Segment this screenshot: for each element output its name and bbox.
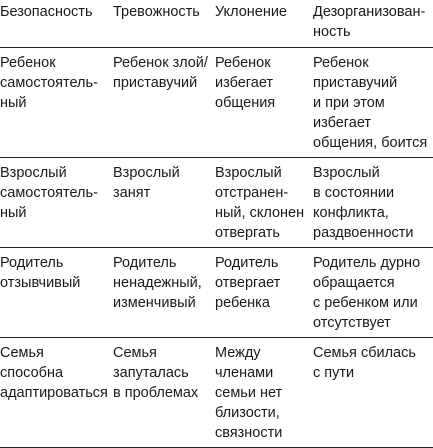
cell-line: ный, склонен <box>215 205 305 221</box>
cell-line: связности <box>215 425 283 441</box>
header-cell-secure <box>0 0 113 48</box>
table-row-family <box>0 338 433 448</box>
header-line: Тревожность <box>113 4 200 20</box>
table-cell <box>215 248 313 338</box>
cell-line: раздвоенности <box>313 225 414 241</box>
cell-line: с пути <box>313 365 355 381</box>
cell-line: Между <box>215 345 261 361</box>
table-row-child <box>0 48 433 158</box>
cell-line: Взрослый <box>113 165 180 181</box>
table-cell <box>215 48 313 158</box>
cell-line: Родитель <box>215 255 279 271</box>
header-cell-disorganized <box>313 0 433 48</box>
cell-line: и при этом <box>313 95 385 111</box>
cell-line: адаптироваться <box>0 385 108 401</box>
cell-line: обращается <box>313 275 395 291</box>
cell-line: приставучий <box>113 75 198 91</box>
cell-line: Ребенок злой/ <box>113 55 208 71</box>
cell-line: Родитель дурно <box>313 255 421 271</box>
cell-line: Ребенок <box>0 55 56 71</box>
table-cell <box>215 158 313 248</box>
cell-line: ребенка <box>215 295 270 311</box>
table-cell <box>313 158 433 248</box>
cell-line: Родитель <box>113 255 177 271</box>
cell-line: Семья сбилась <box>313 345 416 361</box>
cell-line: Ребенок <box>215 55 271 71</box>
cell-line: Взрослый <box>215 165 282 181</box>
cell-line: ненадежный, <box>113 275 202 291</box>
cell-line: в проблемах <box>113 385 199 401</box>
cell-line: общения, боится <box>313 135 428 151</box>
cell-line: избегает <box>313 115 372 131</box>
cell-line: ный <box>0 205 27 221</box>
cell-line: членами <box>215 365 274 381</box>
table-cell <box>0 48 113 158</box>
cell-line: Семья <box>0 345 44 361</box>
table-cell <box>113 48 215 158</box>
header-line: Уклонение <box>215 4 287 20</box>
cell-line: отстранен- <box>215 185 289 201</box>
header-line: ность <box>313 24 351 40</box>
cell-line: самостоятель- <box>0 75 98 91</box>
cell-line: Взрослый <box>0 165 67 181</box>
cell-line: самостоятель- <box>0 185 98 201</box>
table-cell <box>113 158 215 248</box>
cell-line: способна <box>0 365 64 381</box>
table-cell <box>113 338 215 448</box>
table-cell <box>0 158 113 248</box>
table-cell <box>0 338 113 448</box>
cell-line: приставучий <box>313 75 398 91</box>
cell-line: Ребенок <box>313 55 369 71</box>
cell-line: занят <box>113 185 151 201</box>
cell-line: Семья <box>113 345 157 361</box>
cell-line: семьи нет <box>215 385 283 401</box>
cell-line: отсутствует <box>313 315 391 331</box>
cell-line: Взрослый <box>313 165 380 181</box>
cell-line: в состоянии <box>313 185 395 201</box>
cell-line: избегает <box>215 75 274 91</box>
header-cell-anxious <box>113 0 215 48</box>
cell-line: ный <box>0 95 27 111</box>
cell-line: конфликта, <box>313 205 389 221</box>
header-cell-avoidant <box>215 0 313 48</box>
table-cell <box>215 338 313 448</box>
header-line: Дезорганизован- <box>313 4 426 20</box>
cell-line: изменчивый <box>113 295 196 311</box>
cell-line: с ребенком или <box>313 295 418 311</box>
cell-line: отвергает <box>215 275 281 291</box>
table-cell <box>313 248 433 338</box>
cell-line: отвергать <box>215 225 280 241</box>
header-line: Безопасность <box>0 4 93 20</box>
table-cell <box>113 248 215 338</box>
table-header-row <box>0 0 433 48</box>
table-cell <box>313 48 433 158</box>
cell-line: общения <box>215 95 276 111</box>
cell-line: Родитель <box>0 255 64 271</box>
table-cell <box>313 338 433 448</box>
cell-line: отзывчивый <box>0 275 81 291</box>
table-cell <box>0 248 113 338</box>
cell-line: близости, <box>215 405 280 421</box>
table-row-parent <box>0 248 433 338</box>
cell-line: запуталась <box>113 365 189 381</box>
table-row-adult <box>0 158 433 248</box>
